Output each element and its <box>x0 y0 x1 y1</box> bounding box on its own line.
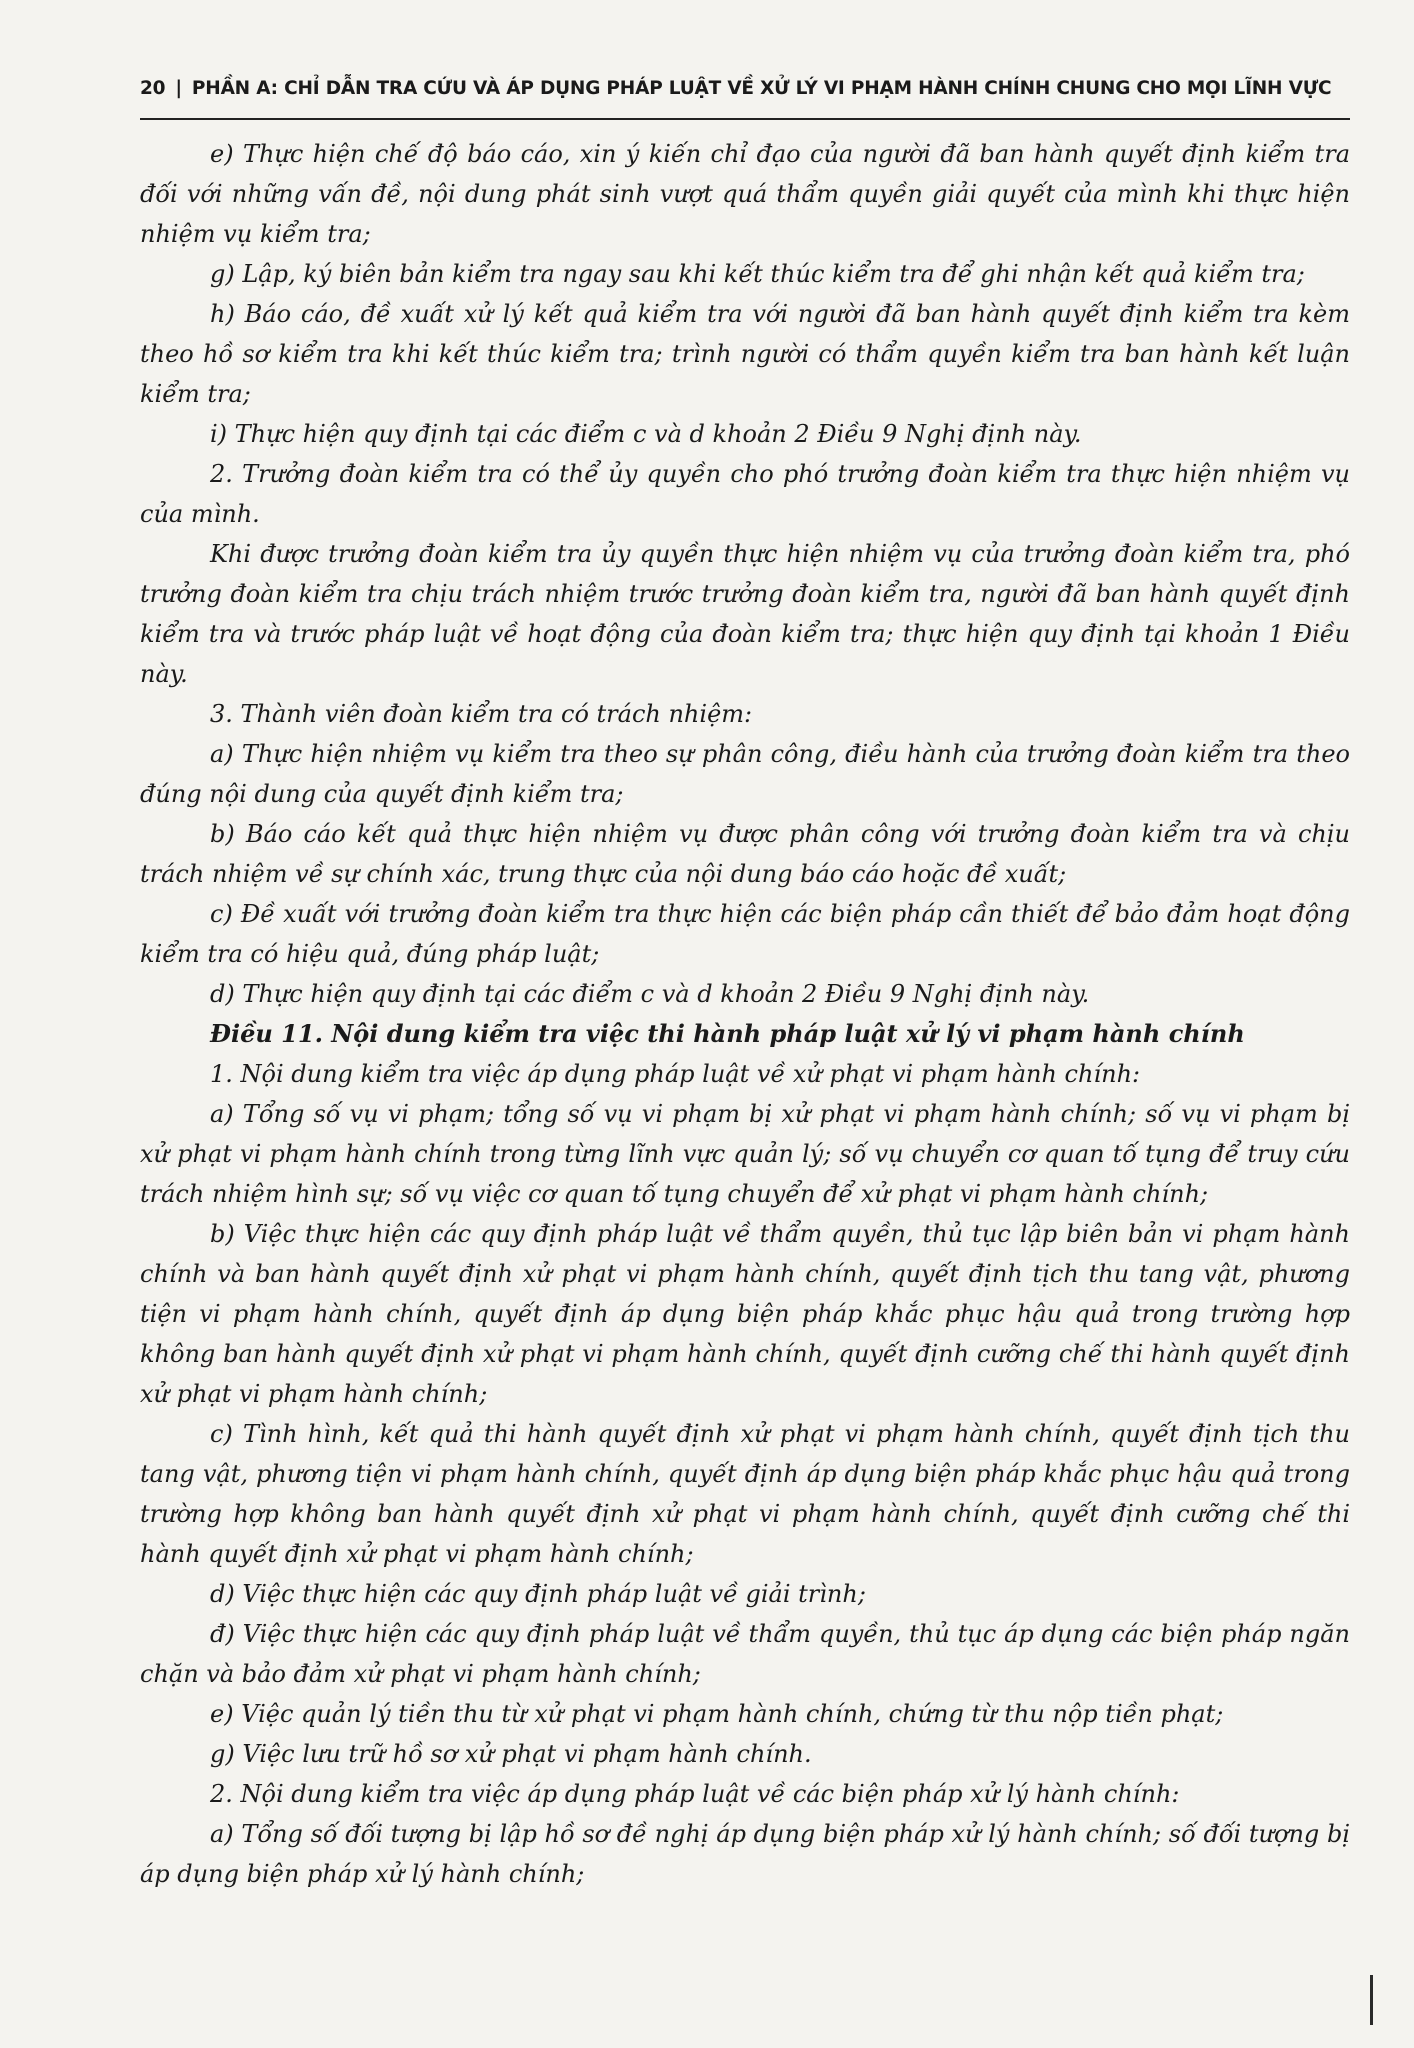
article-11-clause-1: 1. Nội dung kiểm tra việc áp dụng pháp luật về xử phạt vi phạm hành chính: <box>210 1060 1141 1088</box>
clause-3-b: b) Báo cáo kết quả thực hiện nhiệm vụ được phân công với trưởng đoàn kiểm tra và chịu trách nhiệm về sự chính xác, trung thực của nội dung báo cáo hoặc đề xuất; <box>140 820 1350 888</box>
article-11-clause-1-g: g) Việc lưu trữ hồ sơ xử phạt vi phạm hành chính. <box>210 1740 812 1768</box>
paragraph-h: h) Báo cáo, đề xuất xử lý kết quả kiểm tra với người đã ban hành quyết định kiểm tra kèm theo hồ sơ kiểm tra khi kết thúc kiểm tra; trình người có thẩm quyền kiểm tra ban hành kết luận kiểm tra; <box>140 300 1350 408</box>
paragraph-e: e) Thực hiện chế độ báo cáo, xin ý kiến chỉ đạo của người đã ban hành quyết định kiểm tra đối với những vấn đề, nội dung phát sinh vượt quá thẩm quyền giải quyết của mình khi thực hiện nhiệm vụ kiểm tra; <box>140 140 1350 248</box>
article-11-clause-2-a: a) Tổng số đối tượng bị lập hồ sơ đề nghị áp dụng biện pháp xử lý hành chính; số đối tượng bị áp dụng biện pháp xử lý hành chính; <box>140 1820 1350 1888</box>
header-title: PHẦN A: CHỈ DẪN TRA CỨU VÀ ÁP DỤNG PHÁP LUẬT VỀ XỬ LÝ VI PHẠM HÀNH CHÍNH CHUNG CHO MỌI LĨNH VỰC <box>191 78 1332 99</box>
clause-2-detail: Khi được trưởng đoàn kiểm tra ủy quyền thực hiện nhiệm vụ của trưởng đoàn kiểm tra, phó trưởng đoàn kiểm tra chịu trách nhiệm trước trưởng đoàn kiểm tra, người đã ban hành quyết định kiểm tra và trước pháp luật về hoạt động của đoàn kiểm tra; thực hiện quy định tại khoản 1 Điều này. <box>140 540 1350 688</box>
running-header <box>140 78 1350 112</box>
body-text <box>140 134 1350 1894</box>
clause-3: 3. Thành viên đoàn kiểm tra có trách nhiệm: <box>210 700 753 728</box>
page-edge-mark <box>1370 1975 1373 2025</box>
clause-3-d: d) Thực hiện quy định tại các điểm c và d khoản 2 Điều 9 Nghị định này. <box>210 980 1090 1008</box>
clause-3-c: c) Đề xuất với trưởng đoàn kiểm tra thực hiện các biện pháp cần thiết để bảo đảm hoạt động kiểm tra có hiệu quả, đúng pháp luật; <box>140 900 1350 968</box>
header-separator: | <box>175 78 182 99</box>
article-11-heading: Điều 11. Nội dung kiểm tra việc thi hành pháp luật xử lý vi phạm hành chính <box>210 1019 1245 1048</box>
header-rule <box>140 118 1350 120</box>
article-11-clause-1-b: b) Việc thực hiện các quy định pháp luật về thẩm quyền, thủ tục lập biên bản vi phạm hành chính và ban hành quyết định xử phạt vi phạm hành chính, quyết định tịch thu tang vật, phương tiện vi phạm hành chính, quyết định áp dụng biện pháp khắc phục hậu quả trong trường hợp không ban hành quyết định xử phạt vi phạm hành chính, quyết định cưỡng chế thi hành quyết định xử phạt vi phạm hành chính; <box>140 1220 1350 1408</box>
clause-2: 2. Trưởng đoàn kiểm tra có thể ủy quyền cho phó trưởng đoàn kiểm tra thực hiện nhiệm vụ của mình. <box>140 460 1350 528</box>
article-11-clause-1-a: a) Tổng số vụ vi phạm; tổng số vụ vi phạm bị xử phạt vi phạm hành chính; số vụ vi phạm bị xử phạt vi phạm hành chính trong từng lĩnh vực quản lý; số vụ chuyển cơ quan tố tụng để truy cứu trách nhiệm hình sự; số vụ việc cơ quan tố tụng chuyển để xử phạt vi phạm hành chính; <box>140 1100 1350 1208</box>
article-11-clause-2: 2. Nội dung kiểm tra việc áp dụng pháp luật về các biện pháp xử lý hành chính: <box>210 1780 1180 1808</box>
article-11-clause-1-dd: đ) Việc thực hiện các quy định pháp luật về thẩm quyền, thủ tục áp dụng các biện pháp ngăn chặn và bảo đảm xử phạt vi phạm hành chính; <box>140 1620 1350 1688</box>
paragraph-i: i) Thực hiện quy định tại các điểm c và d khoản 2 Điều 9 Nghị định này. <box>210 420 1082 448</box>
article-11-clause-1-c: c) Tình hình, kết quả thi hành quyết định xử phạt vi phạm hành chính, quyết định tịch thu tang vật, phương tiện vi phạm hành chính, quyết định áp dụng biện pháp khắc phục hậu quả trong trường hợp không ban hành quyết định xử phạt vi phạm hành chính, quyết định cưỡng chế thi hành quyết định xử phạt vi phạm hành chính; <box>140 1420 1350 1568</box>
article-11-clause-1-e: e) Việc quản lý tiền thu từ xử phạt vi phạm hành chính, chứng từ thu nộp tiền phạt; <box>210 1700 1224 1728</box>
page-number: 20 <box>140 78 166 99</box>
article-11-clause-1-d: d) Việc thực hiện các quy định pháp luật về giải trình; <box>210 1580 866 1608</box>
paragraph-g: g) Lập, ký biên bản kiểm tra ngay sau khi kết thúc kiểm tra để ghi nhận kết quả kiểm tra; <box>210 260 1305 288</box>
clause-3-a: a) Thực hiện nhiệm vụ kiểm tra theo sự phân công, điều hành của trưởng đoàn kiểm tra theo đúng nội dung của quyết định kiểm tra; <box>140 740 1350 808</box>
